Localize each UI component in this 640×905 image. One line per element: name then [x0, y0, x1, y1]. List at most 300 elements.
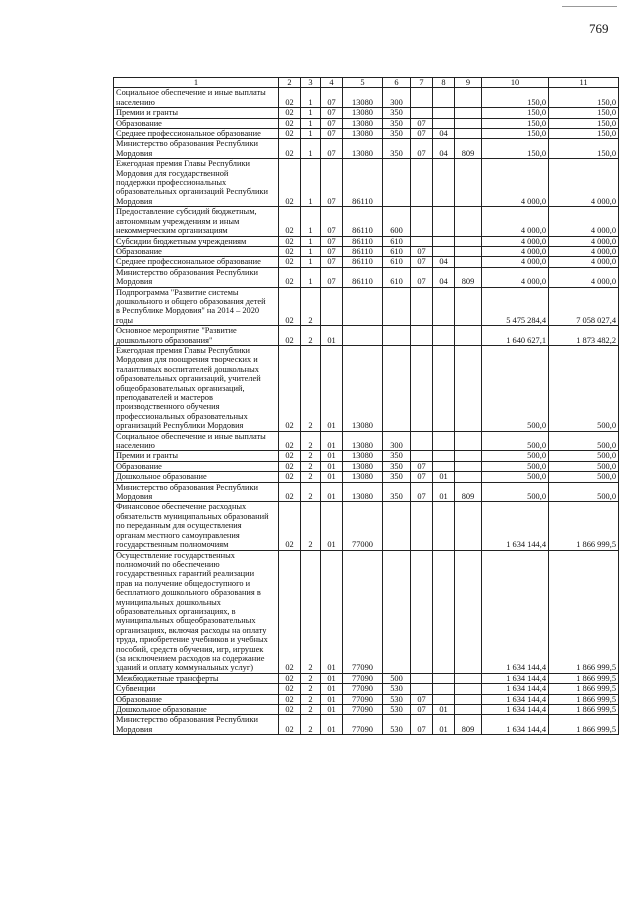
table-row	[114, 257, 619, 267]
table-row	[114, 673, 619, 683]
page-number: 769	[589, 21, 609, 36]
amount-cell: 4 000,0	[482, 257, 549, 267]
code-cell: 1	[301, 129, 321, 139]
code-cell: 02	[279, 694, 301, 704]
amount-cell: 4 000,0	[549, 207, 619, 236]
code-cell: 07	[411, 461, 433, 471]
code-cell: 300	[383, 88, 411, 108]
column-header: 5	[343, 78, 383, 88]
code-cell: 530	[383, 694, 411, 704]
column-header: 2	[279, 78, 301, 88]
amount-cell: 4 000,0	[482, 236, 549, 246]
amount-cell: 150,0	[482, 129, 549, 139]
row-name-cell: Среднее профессиональное образование	[114, 257, 279, 267]
code-cell	[411, 502, 433, 550]
code-cell	[455, 431, 482, 451]
table-row	[114, 715, 619, 735]
column-header: 3	[301, 78, 321, 88]
code-cell: 01	[433, 705, 455, 715]
amount-cell: 500,0	[549, 451, 619, 461]
table-row	[114, 694, 619, 704]
code-cell: 07	[411, 472, 433, 482]
amount-cell: 1 634 144,4	[482, 502, 549, 550]
amount-cell: 1 873 482,2	[549, 326, 619, 346]
code-cell: 2	[301, 705, 321, 715]
code-cell	[383, 502, 411, 550]
code-cell	[411, 431, 433, 451]
code-cell: 2	[301, 287, 321, 326]
code-cell	[455, 246, 482, 256]
code-cell	[383, 345, 411, 431]
table-row	[114, 118, 619, 128]
code-cell: 13080	[343, 345, 383, 431]
code-cell: 1	[301, 267, 321, 287]
code-cell	[411, 88, 433, 108]
amount-cell: 1 634 144,4	[482, 550, 549, 673]
code-cell	[343, 287, 383, 326]
code-cell	[433, 451, 455, 461]
row-name-cell: Министерство образования Республики Мордовия	[114, 139, 279, 159]
code-cell: 13080	[343, 482, 383, 502]
code-cell: 13080	[343, 88, 383, 108]
amount-cell: 500,0	[482, 482, 549, 502]
code-cell: 07	[321, 267, 343, 287]
code-cell: 07	[321, 139, 343, 159]
code-cell: 01	[321, 461, 343, 471]
amount-cell: 7 058 027,4	[549, 287, 619, 326]
code-cell	[455, 207, 482, 236]
code-cell: 77090	[343, 673, 383, 683]
code-cell	[455, 550, 482, 673]
row-name-cell: Субвенции	[114, 684, 279, 694]
row-name-cell: Ежегодная премия Главы Республики Мордовия для поощрения творческих и талантливых воспитателей дошкольных образовательных организаций, учителей общеобразовательных организаций, преподавателей и мастеров производственного обучения профессиональных образовательных организаций Республики Мордовия	[114, 345, 279, 431]
code-cell: 02	[279, 257, 301, 267]
code-cell	[455, 88, 482, 108]
amount-cell: 4 000,0	[482, 246, 549, 256]
amount-cell: 500,0	[482, 461, 549, 471]
header-rule	[562, 6, 617, 7]
code-cell: 02	[279, 451, 301, 461]
code-cell	[411, 207, 433, 236]
row-name-cell: Министерство образования Республики Мордовия	[114, 267, 279, 287]
row-name-cell: Образование	[114, 118, 279, 128]
amount-cell: 1 866 999,5	[549, 715, 619, 735]
code-cell	[411, 673, 433, 683]
code-cell: 600	[383, 207, 411, 236]
code-cell: 07	[321, 159, 343, 207]
code-cell	[455, 287, 482, 326]
code-cell: 86110	[343, 257, 383, 267]
amount-cell: 1 866 999,5	[549, 502, 619, 550]
code-cell	[411, 684, 433, 694]
code-cell: 07	[321, 257, 343, 267]
code-cell: 07	[411, 118, 433, 128]
code-cell: 1	[301, 207, 321, 236]
code-cell	[383, 326, 411, 346]
code-cell: 07	[321, 118, 343, 128]
code-cell: 01	[321, 705, 343, 715]
code-cell: 86110	[343, 246, 383, 256]
code-cell: 07	[411, 139, 433, 159]
code-cell: 01	[321, 673, 343, 683]
code-cell: 2	[301, 326, 321, 346]
code-cell	[433, 461, 455, 471]
table-row	[114, 482, 619, 502]
amount-cell: 500,0	[482, 451, 549, 461]
code-cell: 77090	[343, 715, 383, 735]
code-cell	[455, 705, 482, 715]
code-cell	[455, 257, 482, 267]
row-name-cell: Основное мероприятие "Развитие дошкольного образования"	[114, 326, 279, 346]
code-cell	[455, 451, 482, 461]
amount-cell: 4 000,0	[549, 267, 619, 287]
row-name-cell: Среднее профессиональное образование	[114, 129, 279, 139]
amount-cell: 500,0	[549, 472, 619, 482]
table-row	[114, 472, 619, 482]
code-cell	[455, 108, 482, 118]
amount-cell: 1 866 999,5	[549, 673, 619, 683]
amount-cell: 500,0	[549, 345, 619, 431]
amount-cell: 150,0	[482, 118, 549, 128]
code-cell: 02	[279, 550, 301, 673]
table-row	[114, 345, 619, 431]
code-cell: 02	[279, 684, 301, 694]
code-cell: 07	[321, 129, 343, 139]
code-cell: 01	[433, 472, 455, 482]
table-row	[114, 287, 619, 326]
code-cell: 07	[411, 694, 433, 704]
code-cell	[383, 159, 411, 207]
code-cell: 350	[383, 139, 411, 159]
code-cell: 809	[455, 267, 482, 287]
code-cell: 86110	[343, 159, 383, 207]
amount-cell: 150,0	[549, 88, 619, 108]
amount-cell: 1 866 999,5	[549, 694, 619, 704]
row-name-cell: Межбюджетные трансферты	[114, 673, 279, 683]
code-cell: 2	[301, 472, 321, 482]
code-cell: 610	[383, 236, 411, 246]
code-cell: 2	[301, 345, 321, 431]
code-cell: 07	[411, 129, 433, 139]
code-cell: 1	[301, 236, 321, 246]
table-row	[114, 461, 619, 471]
amount-cell: 4 000,0	[549, 246, 619, 256]
amount-cell: 150,0	[549, 108, 619, 118]
table-row	[114, 267, 619, 287]
amount-cell: 5 475 284,4	[482, 287, 549, 326]
code-cell: 07	[321, 88, 343, 108]
code-cell: 02	[279, 236, 301, 246]
code-cell: 01	[321, 715, 343, 735]
code-cell: 1	[301, 257, 321, 267]
code-cell	[411, 108, 433, 118]
code-cell	[433, 550, 455, 673]
row-name-cell: Финансовое обеспечение расходных обязательств муниципальных образований по переданным для осуществления органам местного самоуправления государственным полномочиям	[114, 502, 279, 550]
code-cell	[433, 345, 455, 431]
code-cell: 530	[383, 715, 411, 735]
code-cell: 02	[279, 159, 301, 207]
code-cell: 02	[279, 472, 301, 482]
code-cell: 07	[411, 257, 433, 267]
table-row	[114, 502, 619, 550]
column-header: 1	[114, 78, 279, 88]
code-cell: 809	[455, 139, 482, 159]
code-cell: 02	[279, 502, 301, 550]
code-cell: 02	[279, 287, 301, 326]
column-header: 11	[549, 78, 619, 88]
code-cell: 04	[433, 129, 455, 139]
amount-cell: 1 634 144,4	[482, 715, 549, 735]
code-cell: 809	[455, 482, 482, 502]
code-cell: 01	[321, 694, 343, 704]
code-cell	[433, 684, 455, 694]
code-cell: 350	[383, 118, 411, 128]
code-cell	[455, 129, 482, 139]
code-cell: 2	[301, 461, 321, 471]
code-cell: 04	[433, 139, 455, 159]
code-cell: 02	[279, 118, 301, 128]
code-cell: 02	[279, 326, 301, 346]
code-cell	[455, 673, 482, 683]
code-cell: 610	[383, 246, 411, 256]
code-cell: 01	[321, 472, 343, 482]
amount-cell: 150,0	[482, 88, 549, 108]
amount-cell: 1 634 144,4	[482, 673, 549, 683]
code-cell: 07	[411, 267, 433, 287]
table-row	[114, 88, 619, 108]
table-row	[114, 129, 619, 139]
code-cell: 2	[301, 684, 321, 694]
code-cell: 13080	[343, 451, 383, 461]
code-cell: 01	[321, 431, 343, 451]
code-cell	[433, 431, 455, 451]
code-cell: 13080	[343, 108, 383, 118]
code-cell	[433, 694, 455, 704]
code-cell: 04	[433, 257, 455, 267]
code-cell: 01	[321, 502, 343, 550]
code-cell	[343, 326, 383, 346]
amount-cell: 1 866 999,5	[549, 550, 619, 673]
code-cell: 07	[411, 705, 433, 715]
table-row	[114, 236, 619, 246]
amount-cell: 150,0	[482, 139, 549, 159]
row-name-cell: Министерство образования Республики Мордовия	[114, 715, 279, 735]
amount-cell: 4 000,0	[482, 159, 549, 207]
code-cell: 02	[279, 673, 301, 683]
row-name-cell: Образование	[114, 694, 279, 704]
code-cell: 530	[383, 705, 411, 715]
code-cell	[411, 236, 433, 246]
column-header: 7	[411, 78, 433, 88]
code-cell: 13080	[343, 139, 383, 159]
code-cell	[433, 207, 455, 236]
code-cell: 350	[383, 472, 411, 482]
code-cell: 2	[301, 502, 321, 550]
amount-cell: 1 866 999,5	[549, 684, 619, 694]
row-name-cell: Министерство образования Республики Мордовия	[114, 482, 279, 502]
amount-cell: 1 634 144,4	[482, 684, 549, 694]
code-cell: 2	[301, 451, 321, 461]
code-cell: 13080	[343, 129, 383, 139]
code-cell: 86110	[343, 207, 383, 236]
row-name-cell: Ежегодная премия Главы Республики Мордовия для государственной поддержки профессиональных образовательных организаций Республики Мордовия	[114, 159, 279, 207]
code-cell: 07	[411, 715, 433, 735]
code-cell	[433, 88, 455, 108]
code-cell: 02	[279, 246, 301, 256]
amount-cell: 4 000,0	[482, 267, 549, 287]
code-cell: 2	[301, 431, 321, 451]
row-name-cell: Образование	[114, 246, 279, 256]
code-cell: 1	[301, 118, 321, 128]
code-cell: 07	[411, 246, 433, 256]
code-cell: 07	[321, 246, 343, 256]
code-cell: 610	[383, 257, 411, 267]
code-cell	[455, 694, 482, 704]
code-cell: 2	[301, 673, 321, 683]
table-row	[114, 431, 619, 451]
code-cell: 02	[279, 88, 301, 108]
row-name-cell: Премии и гранты	[114, 108, 279, 118]
code-cell	[383, 550, 411, 673]
code-cell	[411, 159, 433, 207]
code-cell	[455, 326, 482, 346]
amount-cell: 500,0	[549, 461, 619, 471]
row-name-cell: Осуществление государственных полномочий по обеспечению государственных гарантий реализации прав на получение общедоступного и бесплатного дошкольного образования в муниципальных дошкольных образовательных организациях, в муниципальных общеобразовательных организациях, включая расходы на оплату труда, приобретение учебников и учебных пособий, средств обучения, игр, игрушек (за исключением расходов на содержание зданий и оплату коммунальных услуг)	[114, 550, 279, 673]
code-cell: 13080	[343, 472, 383, 482]
amount-cell: 150,0	[549, 129, 619, 139]
code-cell: 01	[321, 451, 343, 461]
amount-cell: 500,0	[482, 345, 549, 431]
table-row	[114, 108, 619, 118]
code-cell	[411, 550, 433, 673]
column-header: 8	[433, 78, 455, 88]
code-cell: 01	[433, 715, 455, 735]
code-cell	[433, 502, 455, 550]
row-name-cell: Субсидии бюджетным учреждениям	[114, 236, 279, 246]
code-cell: 13080	[343, 461, 383, 471]
table-row	[114, 550, 619, 673]
amount-cell: 4 000,0	[549, 236, 619, 246]
code-cell	[433, 673, 455, 683]
code-cell	[455, 345, 482, 431]
code-cell: 2	[301, 694, 321, 704]
code-cell: 500	[383, 673, 411, 683]
code-cell	[455, 461, 482, 471]
code-cell: 2	[301, 482, 321, 502]
code-cell: 02	[279, 461, 301, 471]
code-cell: 01	[433, 482, 455, 502]
column-header: 9	[455, 78, 482, 88]
code-cell	[411, 287, 433, 326]
code-cell	[433, 326, 455, 346]
table-row	[114, 246, 619, 256]
row-name-cell: Премии и гранты	[114, 451, 279, 461]
code-cell: 02	[279, 705, 301, 715]
code-cell: 809	[455, 715, 482, 735]
code-cell	[411, 326, 433, 346]
code-cell: 77090	[343, 550, 383, 673]
amount-cell: 150,0	[549, 139, 619, 159]
code-cell: 02	[279, 267, 301, 287]
row-name-cell: Подпрограмма "Развитие системы дошкольного и общего образования детей в Республике Мордовия" на 2014 – 2020 годы	[114, 287, 279, 326]
table-row	[114, 159, 619, 207]
code-cell: 530	[383, 684, 411, 694]
column-header: 6	[383, 78, 411, 88]
code-cell	[411, 451, 433, 461]
code-cell	[433, 108, 455, 118]
row-name-cell: Предоставление субсидий бюджетным, автономным учреждениям и иным некоммерческим организациям	[114, 207, 279, 236]
code-cell: 350	[383, 461, 411, 471]
code-cell: 02	[279, 139, 301, 159]
code-cell: 02	[279, 108, 301, 118]
code-cell: 04	[433, 267, 455, 287]
row-name-cell: Образование	[114, 461, 279, 471]
code-cell: 1	[301, 159, 321, 207]
amount-cell: 4 000,0	[482, 207, 549, 236]
code-cell	[433, 287, 455, 326]
code-cell: 01	[321, 326, 343, 346]
code-cell: 02	[279, 715, 301, 735]
code-cell: 1	[301, 108, 321, 118]
table-row	[114, 326, 619, 346]
code-cell: 86110	[343, 236, 383, 246]
table-row	[114, 684, 619, 694]
table-row	[114, 451, 619, 461]
amount-cell: 1 640 627,1	[482, 326, 549, 346]
code-cell	[455, 118, 482, 128]
code-cell: 2	[301, 550, 321, 673]
code-cell: 77090	[343, 705, 383, 715]
amount-cell: 4 000,0	[549, 257, 619, 267]
column-header: 4	[321, 78, 343, 88]
code-cell: 350	[383, 129, 411, 139]
code-cell: 350	[383, 108, 411, 118]
code-cell: 02	[279, 345, 301, 431]
code-cell: 01	[321, 550, 343, 673]
code-cell: 02	[279, 207, 301, 236]
amount-cell: 150,0	[549, 118, 619, 128]
amount-cell: 500,0	[482, 431, 549, 451]
code-cell: 01	[321, 345, 343, 431]
code-cell	[433, 236, 455, 246]
code-cell: 07	[321, 108, 343, 118]
code-cell	[411, 345, 433, 431]
code-cell: 07	[321, 207, 343, 236]
header-row	[114, 78, 619, 88]
amount-cell: 1 634 144,4	[482, 694, 549, 704]
amount-cell: 500,0	[482, 472, 549, 482]
code-cell	[433, 118, 455, 128]
amount-cell: 4 000,0	[549, 159, 619, 207]
row-name-cell: Дошкольное образование	[114, 472, 279, 482]
code-cell: 1	[301, 139, 321, 159]
code-cell: 77090	[343, 684, 383, 694]
code-cell: 2	[301, 715, 321, 735]
code-cell	[455, 472, 482, 482]
row-name-cell: Дошкольное образование	[114, 705, 279, 715]
code-cell: 13080	[343, 431, 383, 451]
amount-cell: 500,0	[549, 482, 619, 502]
row-name-cell: Социальное обеспечение и иные выплаты населению	[114, 88, 279, 108]
code-cell: 77000	[343, 502, 383, 550]
amount-cell: 500,0	[549, 431, 619, 451]
code-cell: 07	[411, 482, 433, 502]
amount-cell: 150,0	[482, 108, 549, 118]
code-cell: 610	[383, 267, 411, 287]
code-cell: 300	[383, 431, 411, 451]
code-cell: 01	[321, 482, 343, 502]
code-cell	[433, 246, 455, 256]
